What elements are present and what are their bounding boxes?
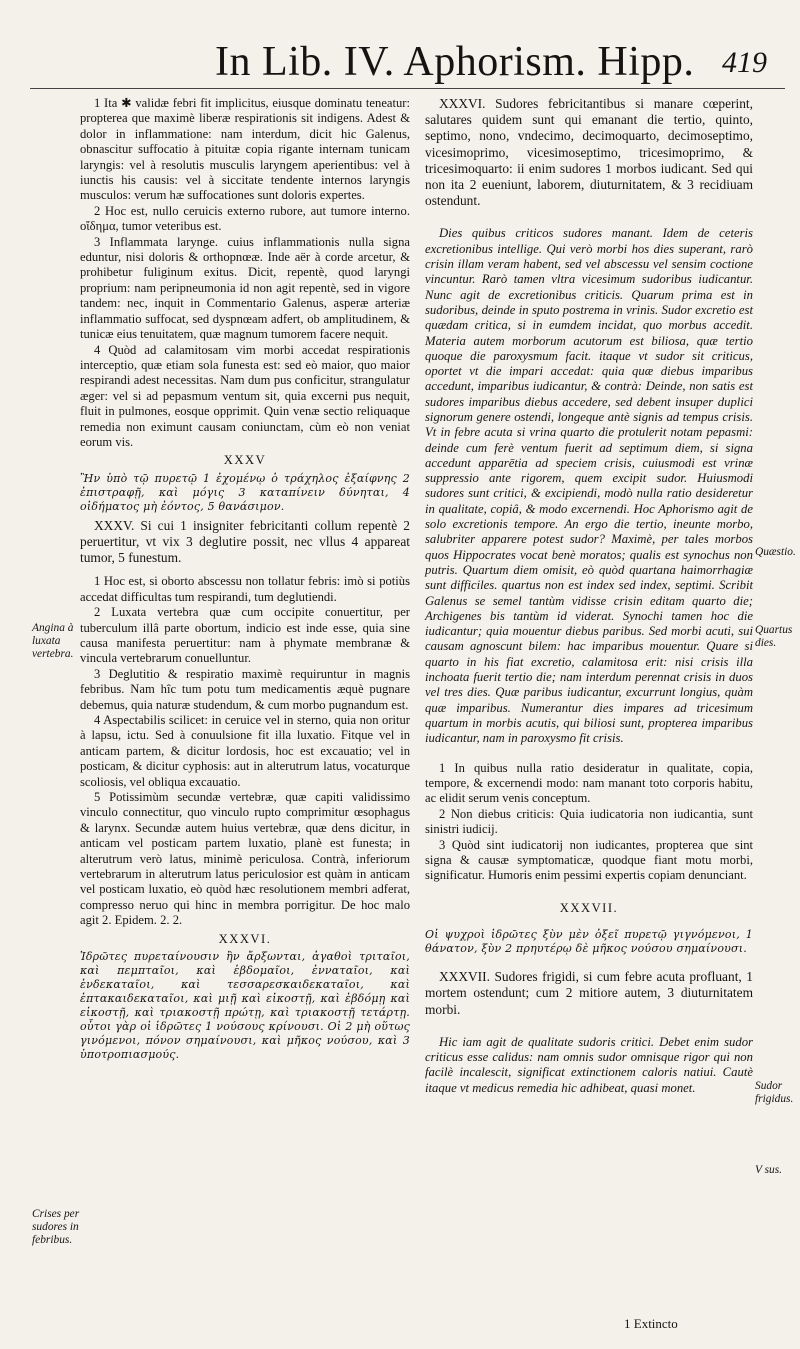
commentary-note-2: 2 Luxata vertebra quæ cum occipite conuertitur, per tuberculum illâ parte obortum, indicio est inde esse, quia sine causa manifesta peruertitur: nam à phymate membranæ & vincula vertebrarum conuelluntur.: [80, 605, 410, 666]
section-xxxvii-aphorism: XXXVII. Sudores frigidi, si cum febre acuta profluant, 1 mortem ostendunt; cum 2 mitiore autem, 3 diuturnitatem morbi.: [425, 969, 753, 1017]
note-xxxvi-3: 3 Quòd sint iudicatorij non iudicantes, propterea que sint signa & causæ symptomaticæ, quodque fiant motu morbi, significatur. Humoris enim pessimi expertis copiam denunciant.: [425, 837, 753, 883]
spacer: [425, 217, 753, 226]
margin-note-crises: Crises per sudores in febribus.: [32, 1208, 80, 1246]
section-xxxv-numeral: XXXV: [223, 453, 267, 468]
paragraph-2: 2 Hoc est, nullo ceruicis externo rubore, aut tumore interno. οἴδημα, tumor veteribus est.: [80, 203, 410, 234]
section-xxxvii-numeral: XXXVII.: [559, 900, 619, 915]
paragraph-4: 4 Quòd ad calamitosam vim morbi accedat respirationis interceptio, quæ etiam sola funesta est: sed eò maior, quo maior respirandi adest necessitas. Nam dum pus conficitur, strangulatur æger: vel si ad pepasmum ventum sit, quia excerni pus nequit, fluit in pulmones, eosque opprimit. Quin venæ sectio reliquaque remedia non eximunt causam coniunctam, cùm eò non veniat eorum vis.: [80, 342, 410, 449]
commentary-note-4: 4 Aspectabilis scilicet: in ceruice vel in sterno, quia non oritur à lapsu, ictu. Sed à conuulsione fit illa luxatio. Fitque vel in anticam partem, & dicitur lordosis, hoc est excauatio; vel in posticam, & dicitur cyphosis: aut in alterutrum latus, vocaturque scoliosis, vel obliqua excauatio.: [80, 713, 410, 789]
running-head: In Lib. IV. Aphorism. Hipp.: [215, 39, 695, 85]
page-header: [0, 0, 800, 88]
section-xxxv-greek: Ἢν ὑπὸ τῷ πυρετῷ 1 ἐχομένῳ ὁ τράχηλος ἐξαίφνης 2 ἐπιστραφῇ, καὶ μόγις 3 καταπίνειν δύνηται, 4 οἰδήματος μὴ ἐόντος, 5 θανάσιμον.: [80, 471, 410, 513]
spacer: [425, 956, 753, 965]
margin-note-angina: Angina à luxata vertebra.: [32, 622, 74, 660]
section-xxxvi-numeral: XXXVI.: [218, 931, 272, 946]
spacer: [425, 919, 753, 928]
paragraph-1: 1 Ita ✱ validæ febri fit implicitus, eiusque dominatu teneatur: propterea que maximè liberæ respirationis sit indigens. Adest & dolor in inflammatione: nam interdum, dicit hic Galenus, obnascitur suffocatio à pituitæ copia rigante internam tunicam laryngis: vel à resolutis musculis laryngem aperientibus: vel à iunctis his causis: vel à siccitate tendente internos laryngis musculos: verum hæ suffocationes sunt doloris expertes.: [80, 96, 410, 203]
commentary-note-3: 3 Deglutitio & respiratio maximè requiruntur in magnis febribus. Nam hîc tum potu tum medicamentis æquè pugnare debemus, quia naturæ studendum, & cum morbo pugnandum est.: [80, 666, 410, 712]
spacer: [425, 747, 753, 761]
margin-note-quartus: Quartus dies.: [755, 624, 793, 649]
left-column: [80, 96, 410, 1062]
section-xxxvi-greek: Ἱδρῶτες πυρεταίνουσιν ἢν ἄρξωνται, ἀγαθοὶ τριταῖοι, καὶ πεμπταῖοι, καὶ ἑβδομαῖοι, ἐνναταῖοι, καὶ ἑνδεκαταῖοι, καὶ τεσσαρεσκαιδεκαταῖοι, καὶ ἑπτακαιδεκαταῖοι, καὶ μιῇ καὶ εἰκοστῇ, καὶ ἑβδόμῃ καὶ εἰκοστῇ, καὶ τριακοστῇ πρώτῃ, καὶ τριακοστῇ τετάρτῃ. οὗτοι γὰρ οἱ ἱδρῶτες 1 νούσους κρίνουσι. Οἱ 2 μὴ οὕτως γινόμενοι, πόνον σημαίνουσι, καὶ μῆκος νούσου, καὶ 3 ὑποτροπιασμούς.: [80, 950, 410, 1062]
page-number: 419: [722, 46, 767, 79]
catchword: 1 Extincto: [624, 1316, 678, 1331]
right-column: [425, 96, 753, 1096]
spacer: [425, 884, 753, 898]
section-xxxv-aphorism: XXXV. Si cui 1 insigniter febricitanti collum repentè 2 peruertitur, vt vix 3 deglutire possit, nec vllus 4 appareat tumor, 5 funestum.: [80, 517, 410, 566]
commentary-note-1: 1 Hoc est, si oborto abscessu non tollatur febris: imò si potiùs accedat difficultas tum respirandi, tum deglutiendi.: [80, 574, 410, 604]
paragraph-3: 3 Inflammata larynge. cuius inflammationis nulla signa eduntur, nisi doloris & orthopnœæ. Inde aër à corde arcetur, & prohibetur fuliginum exitus. Dicit, repentè, quod laryngi proprium: nam peripneumonia id non agit repentè, sed in vigore tandem: nec, inquit in Commentario Galenus, asperæ arteriæ inflammatio suffocat, sed dyspnœam adfert, ob amplitudinem, & tunicæ eius tenuitatem, quæ magnum tumorem facere nequit.: [80, 234, 410, 342]
note-xxxvi-1: 1 In quibus nulla ratio desideratur in qualitate, copia, tempore, & excernendi modo: nam manant toto corporis habitu, ac elidit serum venis conceptum.: [425, 760, 753, 806]
note-xxxvi-2: 2 Non diebus criticis: Quia iudicatoria non iudicantia, sunt sinistri iudicij.: [425, 806, 753, 837]
section-xxxvi-aphorism: XXXVI. Sudores febricitantibus si manare cœperint, salutares quidem sunt qui emanant die tertio, quinto, septimo, nono, vndecimo, decimoquarto, decimoseptimo, vicesimoprimo, vicesimoseptimo, tricesimoprimo, & tricesimoquarto: ii enim sudores 1 morbos iudicant. Sed qui non ita 2 eueniunt, laborem, diuturnitatem, & 3 recidiuam ostendunt.: [425, 96, 753, 209]
commentary-xxxvii: Hic iam agit de qualitate sudoris critici. Debet enim sudor criticus esse calidus: nam omnis sudor omnisque rigor qui non facilè incalescit, significat extinctionem caloris natiui. Cautè itaque vt medicus remedia hic adhibeat, quasi monet.: [425, 1034, 753, 1095]
margin-note-sudor: Sudor frigidus.: [755, 1080, 794, 1105]
header-rule: [30, 88, 785, 89]
commentary-xxxvi: Dies quibus criticos sudores manant. Idem de ceteris excretionibus intellige. Qui verò morbi hos dies superant, rarò crisin illam veram habent, sed vel abscessu vel sensim coctione vincuntur. Rarò tamen vltra vicesimum sudoribus iudicantur. Nunc agit de excretionibus criticis. Quarum prima est in sudoribus, deinde in sputo postrema in vrinis. Sudor excretio est quædam critica, si in eumdem incidat, quo morbus accedit. Materia autem morborum acutorum est biliosa, quæ tertio quoque die paroxysmum facit. itaque vt sudor sit criticus, oportet vt die impari accedat: quia quæ diebus imparibus accedunt, imparibus iudicantur, & contrà: Deinde, non satis est sudores imparibus diebus accedere, sed debent insuper duplici signorum genere ostendi, longeque antè signis ad tempus crisis. Vt in febre acuta si vrina quarto die protulerit notam pepasmi: deinde cum ferè ventum fuerit ad septimum diem, si signa accedunt apparētia ad speciem crisis, cuiusmodi est vrinæ suppressio ante rigorem, quem excipit sudor. Huiusmodi sudores sunt critici, & excipiendi, modò nulla ratio desideretur in qualitate, copiâ, & modo excernendi. Hoc Aphorismo agit de solo excretionis tempore. An ergo die tertio, ineunte morbo, salubriter apparere potest sudor? Maximè, per tales morbos quos Hippocrates vocat benè moratos; qualis est synochus non putris. Quartum diem omisit, eò quòd quartana haimorrhagiæ sunt difficiles. quartus non est index sed index, septimi. Scribit Galenus se semel tantùm vidisse crisin editam quarto die; Archigenes bis tantùm id viderat. Synochi tamen hoc die iudicantur; quia mouentur diebus paribus. Sed morbi acuti, sui causam agnoscunt bilem: hac imparibus mouentur. Quare si quarto in his fiat excretio, calamitosa erit: nisi crisis illa inchoata fuerit tertio die; nam interdum perennat crisis in duos vel tres dies. Quæ paribus iudicantur, excurrunt longius, quàm quæ imparibus. Numerantur dies impares ad tricesimum quartum in morbis acutis, qui biliosi sunt, propterea imparibus iudicantur, nam in paroxysmo fit crisis.: [425, 226, 753, 746]
spacer: [425, 1026, 753, 1035]
commentary-note-5: 5 Potissimùm secundæ vertebræ, quæ capiti validissimo vinculo connectitur, quo vinculo rupto comprimitur œsophagus & larynx. Secundæ autem huius vertebræ, quæ dens dicitur, in anticam vel posticam partem luxatio, planè est funesta; in alterutrum verò latus, minimè periculosa. Contrà, inferiorum vertebrarum in alterutrum latus periculosior est quàm in anticam vel posticam luxatio, eò quòd hæc resolutionem membri adferat, compresso neruo qui hinc in membra porrigitur. De hoc malo agit 2. Epidem. 2. 2.: [80, 790, 410, 928]
margin-note-visus: V sus.: [755, 1164, 783, 1176]
section-xxxvii-greek: Οἱ ψυχροὶ ἱδρῶτες ξὺν μὲν ὀξεῖ πυρετῷ γιγνόμενοι, 1 θάνατον, ξὺν 2 πρηυτέρῳ δὲ μῆκος νούσου σημαίνουσι.: [425, 928, 753, 956]
margin-note-quaestio: Quæstio.: [755, 546, 796, 558]
